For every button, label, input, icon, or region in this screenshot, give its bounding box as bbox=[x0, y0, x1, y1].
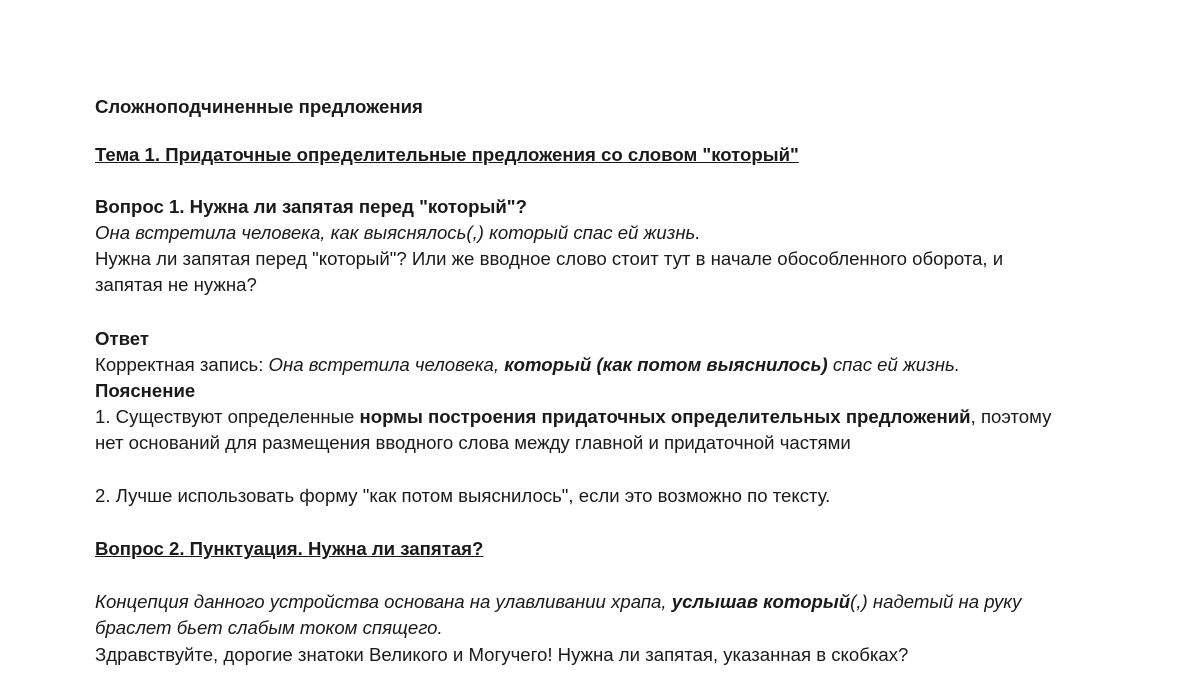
answer-text bbox=[95, 352, 960, 378]
answer-italic-1: Она встретила человека, bbox=[268, 354, 505, 375]
question-2-heading: Вопрос 2. Пунктуация. Нужна ли запятая? bbox=[95, 538, 484, 559]
explanation-2: 2. Лучше использовать форму "как потом выяснилось", если это возможно по тексту. bbox=[95, 485, 831, 506]
question-1-text-cont: запятая не нужна? bbox=[95, 274, 257, 295]
answer-bold: который (как потом выяснилось) bbox=[504, 354, 828, 375]
question-2-example-cont: браслет бьет слабым током спящего. bbox=[95, 617, 443, 638]
topic-heading: Тема 1. Придаточные определительные предложения со словом "который" bbox=[95, 144, 799, 165]
question-2-text: Здравствуйте, дорогие знатоки Великого и Могучего! Нужна ли запятая, указанная в скобках? bbox=[95, 644, 909, 665]
q2-example-a: Концепция данного устройства основана на улавливании храпа, bbox=[95, 591, 672, 612]
explanation-1-bold: нормы построения придаточных определительных предложений bbox=[359, 406, 971, 427]
document-title: Сложноподчиненные предложения bbox=[95, 96, 423, 117]
explanation-1-b: , поэтому bbox=[970, 406, 1052, 427]
question-1-example: Она встретила человека, как выяснялось(,) который спас ей жизнь. bbox=[95, 222, 701, 243]
explanation-1-cont: нет оснований для размещения вводного слова между главной и придаточной частями bbox=[95, 432, 851, 453]
q2-example-b: (,) надетый на руку bbox=[850, 591, 1022, 612]
q2-example-bold: услышав который bbox=[671, 591, 851, 612]
explanation-1-a: 1. Существуют определенные bbox=[95, 406, 360, 427]
explanation-1 bbox=[95, 404, 1051, 430]
question-2-example bbox=[95, 589, 1021, 615]
question-1-heading: Вопрос 1. Нужна ли запятая перед "который"? bbox=[95, 196, 527, 217]
explanation-heading: Пояснение bbox=[95, 380, 196, 401]
answer-italic-2: спас ей жизнь. bbox=[827, 354, 960, 375]
answer-label: Корректная запись: bbox=[95, 354, 269, 375]
answer-heading: Ответ bbox=[95, 328, 149, 349]
question-1-text: Нужна ли запятая перед "который"? Или же вводное слово стоит тут в начале обособленного оборота, и bbox=[95, 248, 1004, 269]
